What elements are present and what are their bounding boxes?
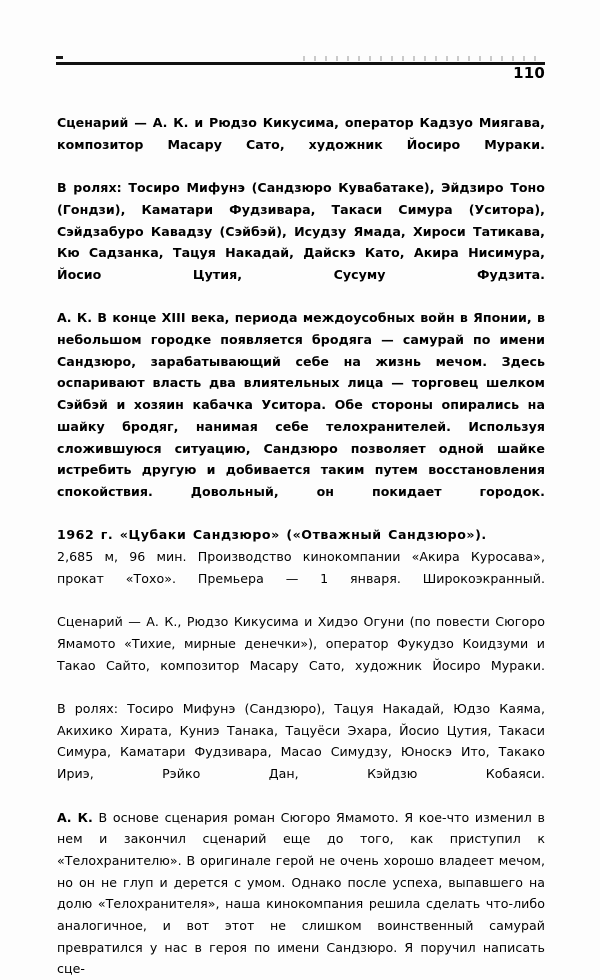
- paragraph-commentary-2-body: В основе сценария роман Сюгоро Ямамото. Я кое-что изменил в нем и закончил сценарий еще до того, как приступил к «Телохранителю». В оригинале герой не очень хорошо владеет мечом, но он не глуп и дерется с умом. Однако после успеха, выпавшего на долю «Телохранителя», наша кинокомпания решила сделать что-либо аналогичное, и вот этот не слишком воинственный самурай превратился у нас в героя по имени Сандзюро. Я поручил написать сце-: [57, 810, 545, 977]
- film-heading-1962: 1962 г. «Цубаки Сандзюро» («Отважный Сандзюро»).: [57, 524, 545, 546]
- page-header: [0, 0, 600, 96]
- paragraph-cast-1: В ролях: Тосиро Мифунэ (Сандзюро Кувабатаке), Эйдзиро Тоно (Гондзи), Каматари Фудзивара, Такаси Симура (Уситора), Сэйдзабуро Кавадзу (Сэйбэй), Исудзу Ямада, Хироси Татикава, Кю Садзанка, Тацуя Накадай, Дайскэ Като, Акира Нисимура, Йосио Цутия, Сусуму Фудзита.: [57, 177, 545, 307]
- paragraph-cast-2: В ролях: Тосиро Мифунэ (Сандзюро), Тацуя Накадай, Юдзо Каяма, Акихико Хирата, Куниэ Танака, Тацуёси Эхара, Йосио Цутия, Такаси Симура, Каматари Фудзивара, Масао Симудзу, Юноскэ Ито, Такако Ириэ, Рэйко Дан, Кэйдзю Кобаяси.: [57, 698, 545, 807]
- paragraph-commentary-2: [57, 807, 545, 980]
- header-tick-mark: [56, 56, 63, 59]
- paragraph-film-specs: 2,685 м, 96 мин. Производство кинокомпании «Акира Куросава», прокат «Тохо». Премьера — 1 января. Широкоэкранный.: [57, 546, 545, 611]
- text-column: [57, 112, 545, 980]
- speaker-initials-ak: А. К.: [57, 310, 92, 325]
- page-number: 110: [513, 64, 545, 82]
- paragraph-credits-1: Сценарий — А. К. и Рюдзо Кикусима, оператор Кадзуо Миягава, композитор Масару Сато, художник Йосиро Мураки.: [57, 112, 545, 177]
- header-rule-speckle: [300, 56, 545, 61]
- paragraph-synopsis-1-body: В конце XIII века, периода междоусобных войн в Японии, в небольшом городке появляется бродяга — самурай по имени Сандзюро, зарабатывающий себе на жизнь мечом. Здесь оспаривают власть два влиятельных лица — торговец шелком Сэйбэй и хозяин кабачка Уситора. Обе стороны опирались на шайку бродяг, нанимая себе телохранителей. Используя сложившуюся ситуацию, Сандзюро позволяет одной шайке истребить другую и добивается таким путем восстановления спокойствия. Довольный, он покидает городок.: [57, 310, 545, 499]
- header-horizontal-rule: [56, 62, 545, 65]
- paragraph-credits-2: Сценарий — А. К., Рюдзо Кикусима и Хидэо Огуни (по повести Сюгоро Ямамото «Тихие, мирные денечки»), оператор Фукудзо Коидзуми и Такао Сайто, композитор Масару Сато, художник Йосиро Мураки.: [57, 611, 545, 698]
- speaker-initials-ak-2: А. К.: [57, 810, 93, 825]
- paragraph-synopsis-1: [57, 307, 545, 524]
